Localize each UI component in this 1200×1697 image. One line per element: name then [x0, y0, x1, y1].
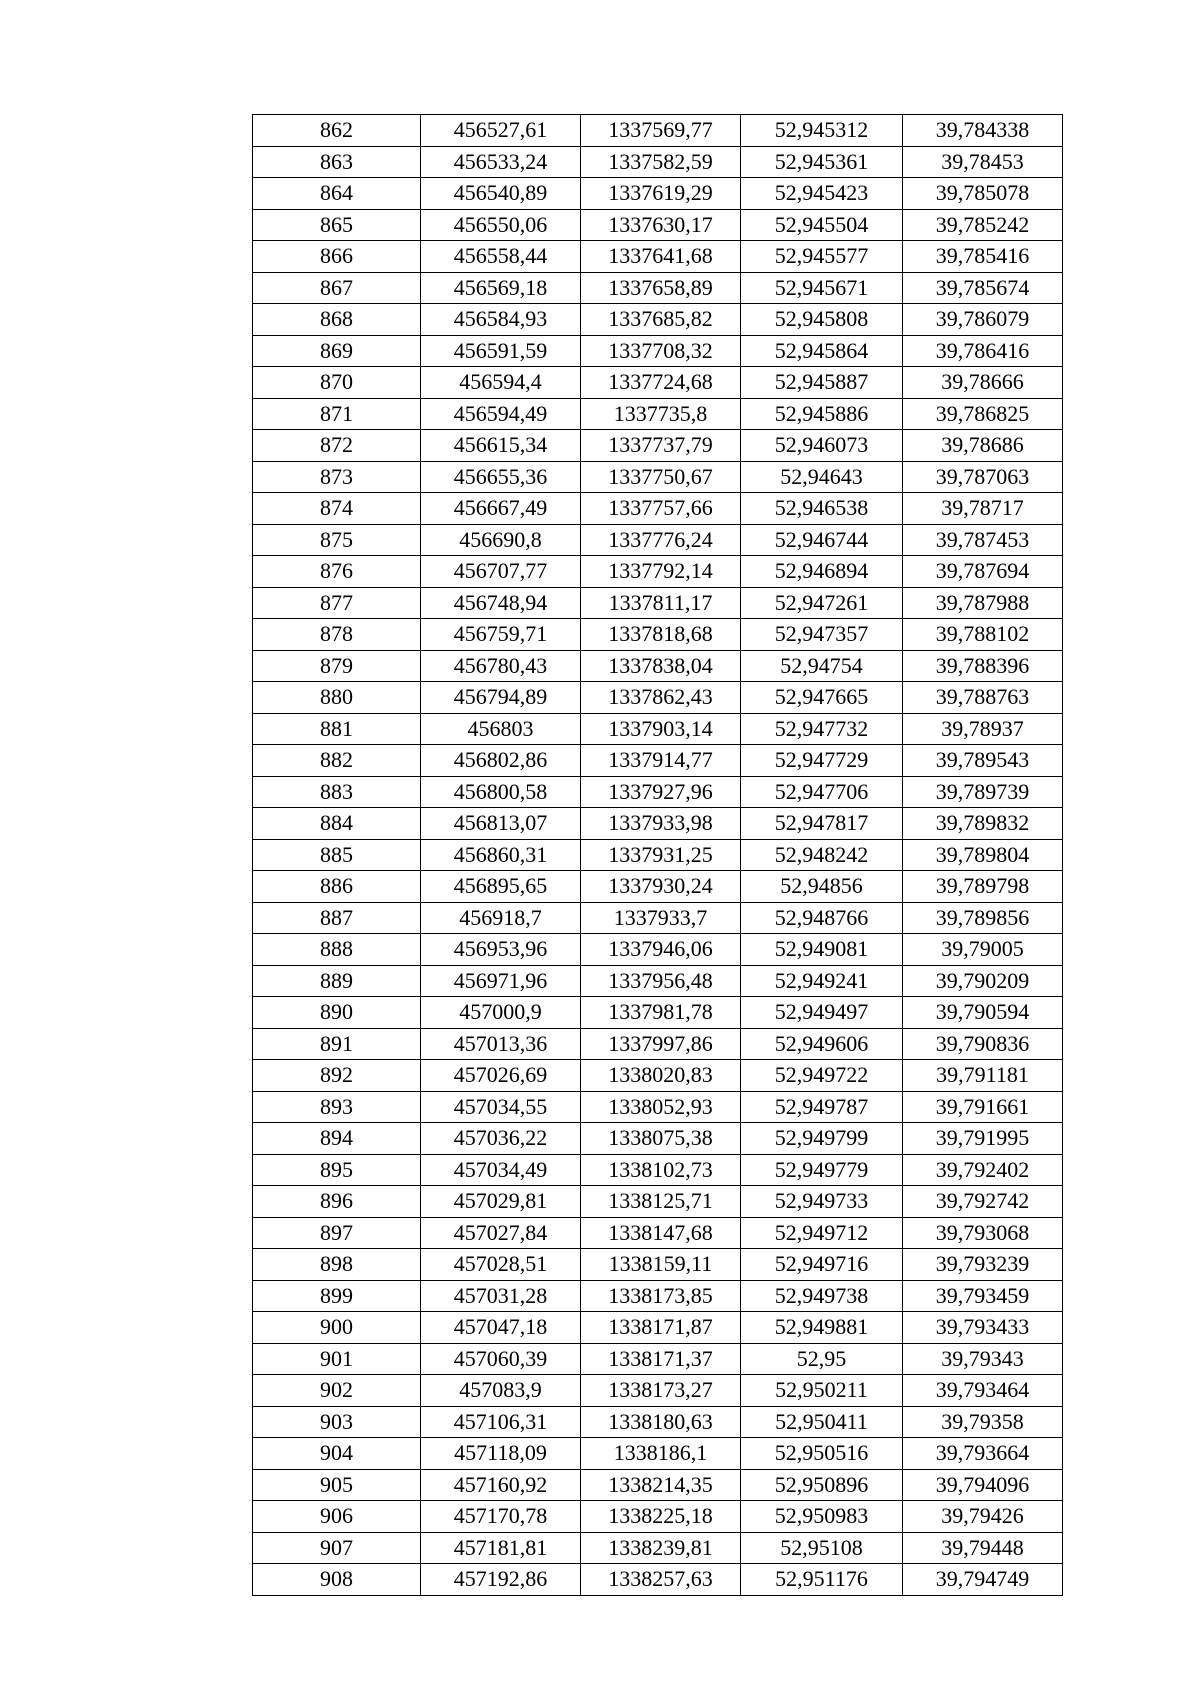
latitude-cell: 52,949722: [741, 1060, 903, 1092]
x-coordinate-cell: 456690,8: [421, 524, 581, 556]
y-coordinate-cell: 1337946,06: [581, 934, 741, 966]
point-number-cell: 872: [253, 430, 421, 462]
point-number-cell: 904: [253, 1438, 421, 1470]
point-number-cell: 887: [253, 902, 421, 934]
table-row: [253, 1091, 1063, 1123]
longitude-cell: 39,793068: [903, 1217, 1063, 1249]
longitude-cell: 39,788396: [903, 650, 1063, 682]
point-number-cell: 875: [253, 524, 421, 556]
point-number-cell: 866: [253, 241, 421, 273]
longitude-cell: 39,79005: [903, 934, 1063, 966]
point-number-cell: 905: [253, 1469, 421, 1501]
y-coordinate-cell: 1337619,29: [581, 178, 741, 210]
table-row: [253, 1501, 1063, 1533]
latitude-cell: 52,945577: [741, 241, 903, 273]
table-row: [253, 1406, 1063, 1438]
x-coordinate-cell: 456918,7: [421, 902, 581, 934]
y-coordinate-cell: 1337930,24: [581, 871, 741, 903]
y-coordinate-cell: 1337811,17: [581, 587, 741, 619]
y-coordinate-cell: 1337735,8: [581, 398, 741, 430]
x-coordinate-cell: 457028,51: [421, 1249, 581, 1281]
longitude-cell: 39,78937: [903, 713, 1063, 745]
table-row: [253, 997, 1063, 1029]
latitude-cell: 52,949733: [741, 1186, 903, 1218]
latitude-cell: 52,945312: [741, 115, 903, 147]
point-number-cell: 874: [253, 493, 421, 525]
point-number-cell: 890: [253, 997, 421, 1029]
table-row: [253, 1375, 1063, 1407]
table-row: [253, 178, 1063, 210]
table-row: [253, 493, 1063, 525]
x-coordinate-cell: 456527,61: [421, 115, 581, 147]
longitude-cell: 39,789804: [903, 839, 1063, 871]
table-row: [253, 209, 1063, 241]
table-row: [253, 1438, 1063, 1470]
longitude-cell: 39,78666: [903, 367, 1063, 399]
longitude-cell: 39,790209: [903, 965, 1063, 997]
x-coordinate-cell: 456667,49: [421, 493, 581, 525]
y-coordinate-cell: 1337582,59: [581, 146, 741, 178]
x-coordinate-cell: 457031,28: [421, 1280, 581, 1312]
point-number-cell: 902: [253, 1375, 421, 1407]
y-coordinate-cell: 1338214,35: [581, 1469, 741, 1501]
latitude-cell: 52,945671: [741, 272, 903, 304]
table-row: [253, 272, 1063, 304]
table-row: [253, 965, 1063, 997]
latitude-cell: 52,94754: [741, 650, 903, 682]
point-number-cell: 889: [253, 965, 421, 997]
latitude-cell: 52,945504: [741, 209, 903, 241]
table-row: [253, 304, 1063, 336]
x-coordinate-cell: 457000,9: [421, 997, 581, 1029]
y-coordinate-cell: 1338225,18: [581, 1501, 741, 1533]
point-number-cell: 884: [253, 808, 421, 840]
point-number-cell: 867: [253, 272, 421, 304]
table-row: [253, 1186, 1063, 1218]
point-number-cell: 865: [253, 209, 421, 241]
longitude-cell: 39,78717: [903, 493, 1063, 525]
table-row: [253, 367, 1063, 399]
latitude-cell: 52,945808: [741, 304, 903, 336]
latitude-cell: 52,946744: [741, 524, 903, 556]
x-coordinate-cell: 457026,69: [421, 1060, 581, 1092]
table-row: [253, 461, 1063, 493]
y-coordinate-cell: 1337685,82: [581, 304, 741, 336]
point-number-cell: 864: [253, 178, 421, 210]
point-number-cell: 899: [253, 1280, 421, 1312]
longitude-cell: 39,793464: [903, 1375, 1063, 1407]
x-coordinate-cell: 456558,44: [421, 241, 581, 273]
longitude-cell: 39,791661: [903, 1091, 1063, 1123]
y-coordinate-cell: 1337630,17: [581, 209, 741, 241]
table-row: [253, 1123, 1063, 1155]
y-coordinate-cell: 1337933,7: [581, 902, 741, 934]
table-row: [253, 1564, 1063, 1596]
point-number-cell: 898: [253, 1249, 421, 1281]
x-coordinate-cell: 457083,9: [421, 1375, 581, 1407]
point-number-cell: 896: [253, 1186, 421, 1218]
x-coordinate-cell: 457029,81: [421, 1186, 581, 1218]
table-row: [253, 398, 1063, 430]
point-number-cell: 886: [253, 871, 421, 903]
latitude-cell: 52,945361: [741, 146, 903, 178]
point-number-cell: 895: [253, 1154, 421, 1186]
y-coordinate-cell: 1338173,27: [581, 1375, 741, 1407]
latitude-cell: 52,94643: [741, 461, 903, 493]
y-coordinate-cell: 1337838,04: [581, 650, 741, 682]
x-coordinate-cell: 457192,86: [421, 1564, 581, 1596]
point-number-cell: 878: [253, 619, 421, 651]
latitude-cell: 52,949712: [741, 1217, 903, 1249]
y-coordinate-cell: 1338125,71: [581, 1186, 741, 1218]
latitude-cell: 52,946073: [741, 430, 903, 462]
table-row: [253, 1469, 1063, 1501]
point-number-cell: 897: [253, 1217, 421, 1249]
x-coordinate-cell: 456794,89: [421, 682, 581, 714]
table-row: [253, 241, 1063, 273]
latitude-cell: 52,946538: [741, 493, 903, 525]
latitude-cell: 52,947357: [741, 619, 903, 651]
latitude-cell: 52,947817: [741, 808, 903, 840]
latitude-cell: 52,949738: [741, 1280, 903, 1312]
x-coordinate-cell: 457160,92: [421, 1469, 581, 1501]
table-row: [253, 1312, 1063, 1344]
point-number-cell: 882: [253, 745, 421, 777]
x-coordinate-cell: 456860,31: [421, 839, 581, 871]
longitude-cell: 39,787694: [903, 556, 1063, 588]
table-row: [253, 839, 1063, 871]
x-coordinate-cell: 456707,77: [421, 556, 581, 588]
point-number-cell: 894: [253, 1123, 421, 1155]
latitude-cell: 52,947732: [741, 713, 903, 745]
x-coordinate-cell: 456655,36: [421, 461, 581, 493]
latitude-cell: 52,951176: [741, 1564, 903, 1596]
x-coordinate-cell: 456594,4: [421, 367, 581, 399]
x-coordinate-cell: 457027,84: [421, 1217, 581, 1249]
point-number-cell: 876: [253, 556, 421, 588]
latitude-cell: 52,95108: [741, 1532, 903, 1564]
y-coordinate-cell: 1338075,38: [581, 1123, 741, 1155]
x-coordinate-cell: 456594,49: [421, 398, 581, 430]
point-number-cell: 888: [253, 934, 421, 966]
point-number-cell: 870: [253, 367, 421, 399]
point-number-cell: 885: [253, 839, 421, 871]
y-coordinate-cell: 1338180,63: [581, 1406, 741, 1438]
point-number-cell: 868: [253, 304, 421, 336]
y-coordinate-cell: 1337818,68: [581, 619, 741, 651]
longitude-cell: 39,787453: [903, 524, 1063, 556]
latitude-cell: 52,950983: [741, 1501, 903, 1533]
x-coordinate-cell: 457034,55: [421, 1091, 581, 1123]
longitude-cell: 39,78686: [903, 430, 1063, 462]
x-coordinate-cell: 456569,18: [421, 272, 581, 304]
x-coordinate-cell: 457013,36: [421, 1028, 581, 1060]
table-row: [253, 335, 1063, 367]
latitude-cell: 52,950211: [741, 1375, 903, 1407]
longitude-cell: 39,785242: [903, 209, 1063, 241]
y-coordinate-cell: 1337776,24: [581, 524, 741, 556]
y-coordinate-cell: 1337862,43: [581, 682, 741, 714]
y-coordinate-cell: 1338173,85: [581, 1280, 741, 1312]
latitude-cell: 52,949081: [741, 934, 903, 966]
longitude-cell: 39,79426: [903, 1501, 1063, 1533]
point-number-cell: 903: [253, 1406, 421, 1438]
x-coordinate-cell: 457181,81: [421, 1532, 581, 1564]
y-coordinate-cell: 1338102,73: [581, 1154, 741, 1186]
longitude-cell: 39,791181: [903, 1060, 1063, 1092]
point-number-cell: 892: [253, 1060, 421, 1092]
latitude-cell: 52,95: [741, 1343, 903, 1375]
y-coordinate-cell: 1337903,14: [581, 713, 741, 745]
x-coordinate-cell: 456780,43: [421, 650, 581, 682]
table-row: [253, 1249, 1063, 1281]
y-coordinate-cell: 1337658,89: [581, 272, 741, 304]
point-number-cell: 891: [253, 1028, 421, 1060]
x-coordinate-cell: 456953,96: [421, 934, 581, 966]
x-coordinate-cell: 456540,89: [421, 178, 581, 210]
y-coordinate-cell: 1337641,68: [581, 241, 741, 273]
y-coordinate-cell: 1337724,68: [581, 367, 741, 399]
y-coordinate-cell: 1338020,83: [581, 1060, 741, 1092]
latitude-cell: 52,94856: [741, 871, 903, 903]
longitude-cell: 39,791995: [903, 1123, 1063, 1155]
table-row: [253, 1154, 1063, 1186]
latitude-cell: 52,949779: [741, 1154, 903, 1186]
y-coordinate-cell: 1338147,68: [581, 1217, 741, 1249]
coordinates-table: [252, 114, 1063, 1596]
latitude-cell: 52,950411: [741, 1406, 903, 1438]
x-coordinate-cell: 456615,34: [421, 430, 581, 462]
y-coordinate-cell: 1337792,14: [581, 556, 741, 588]
y-coordinate-cell: 1337956,48: [581, 965, 741, 997]
point-number-cell: 883: [253, 776, 421, 808]
latitude-cell: 52,947706: [741, 776, 903, 808]
x-coordinate-cell: 457034,49: [421, 1154, 581, 1186]
y-coordinate-cell: 1338257,63: [581, 1564, 741, 1596]
y-coordinate-cell: 1338052,93: [581, 1091, 741, 1123]
longitude-cell: 39,789856: [903, 902, 1063, 934]
point-number-cell: 869: [253, 335, 421, 367]
longitude-cell: 39,785416: [903, 241, 1063, 273]
latitude-cell: 52,945864: [741, 335, 903, 367]
longitude-cell: 39,792742: [903, 1186, 1063, 1218]
point-number-cell: 893: [253, 1091, 421, 1123]
table-row: [253, 619, 1063, 651]
x-coordinate-cell: 456971,96: [421, 965, 581, 997]
table-row: [253, 871, 1063, 903]
x-coordinate-cell: 456748,94: [421, 587, 581, 619]
latitude-cell: 52,949881: [741, 1312, 903, 1344]
point-number-cell: 906: [253, 1501, 421, 1533]
y-coordinate-cell: 1337927,96: [581, 776, 741, 808]
x-coordinate-cell: 456803: [421, 713, 581, 745]
latitude-cell: 52,950516: [741, 1438, 903, 1470]
longitude-cell: 39,786416: [903, 335, 1063, 367]
table-row: [253, 1532, 1063, 1564]
x-coordinate-cell: 457047,18: [421, 1312, 581, 1344]
table-row: [253, 745, 1063, 777]
longitude-cell: 39,788763: [903, 682, 1063, 714]
latitude-cell: 52,949799: [741, 1123, 903, 1155]
point-number-cell: 907: [253, 1532, 421, 1564]
latitude-cell: 52,947665: [741, 682, 903, 714]
longitude-cell: 39,79448: [903, 1532, 1063, 1564]
point-number-cell: 881: [253, 713, 421, 745]
point-number-cell: 873: [253, 461, 421, 493]
latitude-cell: 52,948766: [741, 902, 903, 934]
longitude-cell: 39,787988: [903, 587, 1063, 619]
table-row: [253, 902, 1063, 934]
coordinates-table-body: [253, 115, 1063, 1596]
table-row: [253, 1217, 1063, 1249]
table-row: [253, 808, 1063, 840]
x-coordinate-cell: 457036,22: [421, 1123, 581, 1155]
x-coordinate-cell: 456584,93: [421, 304, 581, 336]
table-row: [253, 682, 1063, 714]
y-coordinate-cell: 1338159,11: [581, 1249, 741, 1281]
point-number-cell: 871: [253, 398, 421, 430]
table-row: [253, 587, 1063, 619]
point-number-cell: 880: [253, 682, 421, 714]
longitude-cell: 39,793433: [903, 1312, 1063, 1344]
latitude-cell: 52,946894: [741, 556, 903, 588]
longitude-cell: 39,785078: [903, 178, 1063, 210]
latitude-cell: 52,949787: [741, 1091, 903, 1123]
table-row: [253, 556, 1063, 588]
latitude-cell: 52,945423: [741, 178, 903, 210]
y-coordinate-cell: 1337750,67: [581, 461, 741, 493]
longitude-cell: 39,789543: [903, 745, 1063, 777]
y-coordinate-cell: 1337569,77: [581, 115, 741, 147]
point-number-cell: 901: [253, 1343, 421, 1375]
y-coordinate-cell: 1337997,86: [581, 1028, 741, 1060]
y-coordinate-cell: 1337757,66: [581, 493, 741, 525]
longitude-cell: 39,790594: [903, 997, 1063, 1029]
y-coordinate-cell: 1337981,78: [581, 997, 741, 1029]
longitude-cell: 39,786825: [903, 398, 1063, 430]
x-coordinate-cell: 457118,09: [421, 1438, 581, 1470]
longitude-cell: 39,784338: [903, 115, 1063, 147]
x-coordinate-cell: 456759,71: [421, 619, 581, 651]
y-coordinate-cell: 1337708,32: [581, 335, 741, 367]
latitude-cell: 52,945886: [741, 398, 903, 430]
y-coordinate-cell: 1337914,77: [581, 745, 741, 777]
table-row: [253, 524, 1063, 556]
x-coordinate-cell: 456550,06: [421, 209, 581, 241]
point-number-cell: 863: [253, 146, 421, 178]
y-coordinate-cell: 1338171,87: [581, 1312, 741, 1344]
x-coordinate-cell: 456895,65: [421, 871, 581, 903]
longitude-cell: 39,789739: [903, 776, 1063, 808]
y-coordinate-cell: 1338171,37: [581, 1343, 741, 1375]
longitude-cell: 39,790836: [903, 1028, 1063, 1060]
table-row: [253, 713, 1063, 745]
longitude-cell: 39,794096: [903, 1469, 1063, 1501]
point-number-cell: 862: [253, 115, 421, 147]
x-coordinate-cell: 456591,59: [421, 335, 581, 367]
x-coordinate-cell: 457060,39: [421, 1343, 581, 1375]
longitude-cell: 39,789832: [903, 808, 1063, 840]
latitude-cell: 52,949241: [741, 965, 903, 997]
longitude-cell: 39,78453: [903, 146, 1063, 178]
table-row: [253, 1028, 1063, 1060]
table-row: [253, 146, 1063, 178]
longitude-cell: 39,788102: [903, 619, 1063, 651]
table-row: [253, 776, 1063, 808]
table-row: [253, 650, 1063, 682]
table-row: [253, 1343, 1063, 1375]
longitude-cell: 39,787063: [903, 461, 1063, 493]
table-row: [253, 1280, 1063, 1312]
longitude-cell: 39,793239: [903, 1249, 1063, 1281]
longitude-cell: 39,792402: [903, 1154, 1063, 1186]
longitude-cell: 39,793459: [903, 1280, 1063, 1312]
latitude-cell: 52,945887: [741, 367, 903, 399]
longitude-cell: 39,786079: [903, 304, 1063, 336]
y-coordinate-cell: 1337737,79: [581, 430, 741, 462]
longitude-cell: 39,793664: [903, 1438, 1063, 1470]
x-coordinate-cell: 457170,78: [421, 1501, 581, 1533]
longitude-cell: 39,785674: [903, 272, 1063, 304]
longitude-cell: 39,794749: [903, 1564, 1063, 1596]
point-number-cell: 879: [253, 650, 421, 682]
table-row: [253, 430, 1063, 462]
y-coordinate-cell: 1337933,98: [581, 808, 741, 840]
x-coordinate-cell: 456813,07: [421, 808, 581, 840]
x-coordinate-cell: 457106,31: [421, 1406, 581, 1438]
latitude-cell: 52,950896: [741, 1469, 903, 1501]
table-row: [253, 115, 1063, 147]
x-coordinate-cell: 456800,58: [421, 776, 581, 808]
point-number-cell: 900: [253, 1312, 421, 1344]
table-row: [253, 934, 1063, 966]
latitude-cell: 52,948242: [741, 839, 903, 871]
longitude-cell: 39,79343: [903, 1343, 1063, 1375]
table-row: [253, 1060, 1063, 1092]
x-coordinate-cell: 456533,24: [421, 146, 581, 178]
longitude-cell: 39,789798: [903, 871, 1063, 903]
latitude-cell: 52,949497: [741, 997, 903, 1029]
longitude-cell: 39,79358: [903, 1406, 1063, 1438]
latitude-cell: 52,949606: [741, 1028, 903, 1060]
y-coordinate-cell: 1337931,25: [581, 839, 741, 871]
latitude-cell: 52,947729: [741, 745, 903, 777]
x-coordinate-cell: 456802,86: [421, 745, 581, 777]
point-number-cell: 908: [253, 1564, 421, 1596]
y-coordinate-cell: 1338239,81: [581, 1532, 741, 1564]
latitude-cell: 52,949716: [741, 1249, 903, 1281]
y-coordinate-cell: 1338186,1: [581, 1438, 741, 1470]
latitude-cell: 52,947261: [741, 587, 903, 619]
point-number-cell: 877: [253, 587, 421, 619]
